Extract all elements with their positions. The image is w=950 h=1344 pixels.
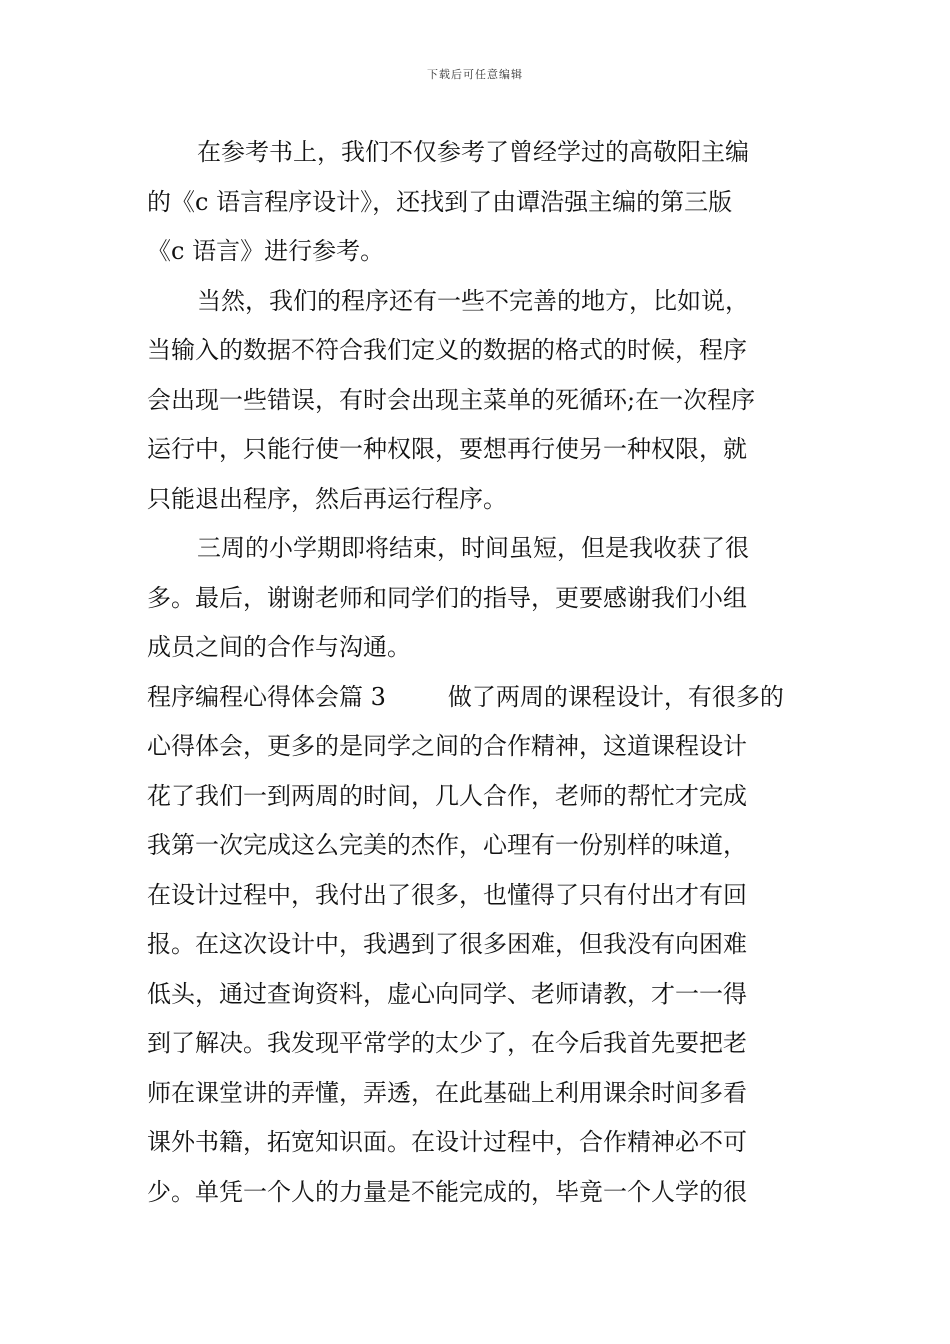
text-line: 只能退出程序，然后再运行程序。 [147, 484, 507, 513]
text-line: 少。单凭一个人的力量是不能完成的，毕竟一个人学的很 [147, 1177, 747, 1206]
section-heading: 程序编程心得体会篇 3 [147, 682, 386, 711]
section [147, 673, 809, 1218]
text-line: 的《c 语言程序设计》，还找到了由谭浩强主编的第三版 [147, 187, 733, 216]
paragraph [147, 277, 809, 525]
text-line: 师在课堂讲的弄懂，弄透，在此基础上利用课余时间多看 [147, 1078, 747, 1107]
text-line: 心得体会，更多的是同学之间的合作精神，这道课程设计 [147, 732, 747, 760]
text-line: 在参考书上，我们不仅参考了曾经学过的高敬阳主编 [197, 138, 749, 166]
text-line: 三周的小学期即将结束，时间虽短，但是我收获了很 [197, 534, 749, 562]
text-line: 我第一次完成这么完美的杰作，心理有一份别样的味道， [147, 831, 747, 859]
text-line: 当输入的数据不符合我们定义的数据的格式的时候，程序 [147, 336, 747, 364]
text-line: 报。在这次设计中，我遇到了很多困难，但我没有向困难 [147, 930, 747, 958]
text-line: 低头，通过查询资料，虚心向同学、老师请教，才一一得 [147, 979, 747, 1008]
text-line: 成员之间的合作与沟通。 [147, 633, 411, 661]
paragraph [147, 128, 809, 277]
text-line: 运行中，只能行使一种权限，要想再行使另一种权限，就 [147, 435, 747, 463]
page-header: 下载后可任意编辑 [427, 68, 523, 81]
document-body [147, 128, 809, 1217]
text-line: 当然，我们的程序还有一些不完善的地方，比如说， [197, 286, 749, 315]
section-first-line [147, 673, 809, 723]
text-line: 多。最后，谢谢老师和同学们的指导，更要感谢我们小组 [147, 583, 747, 612]
text-line: 课外书籍，拓宽知识面。在设计过程中，合作精神必不可 [147, 1128, 747, 1156]
text-line: 《c 语言》进行参考。 [147, 237, 385, 265]
text-line: 在设计过程中，我付出了很多，也懂得了只有付出才有回 [147, 880, 747, 909]
text-line: 会出现一些错误，有时会出现主菜单的死循环;在一次程序 [147, 385, 756, 414]
section-first-line-text: 做了两周的课程设计，有很多的 [447, 682, 784, 711]
text-line: 到了解决。我发现平常学的太少了，在今后我首先要把老 [147, 1029, 747, 1057]
paragraph [147, 524, 809, 673]
text-line: 花了我们一到两周的时间，几人合作，老师的帮忙才完成 [147, 781, 747, 810]
